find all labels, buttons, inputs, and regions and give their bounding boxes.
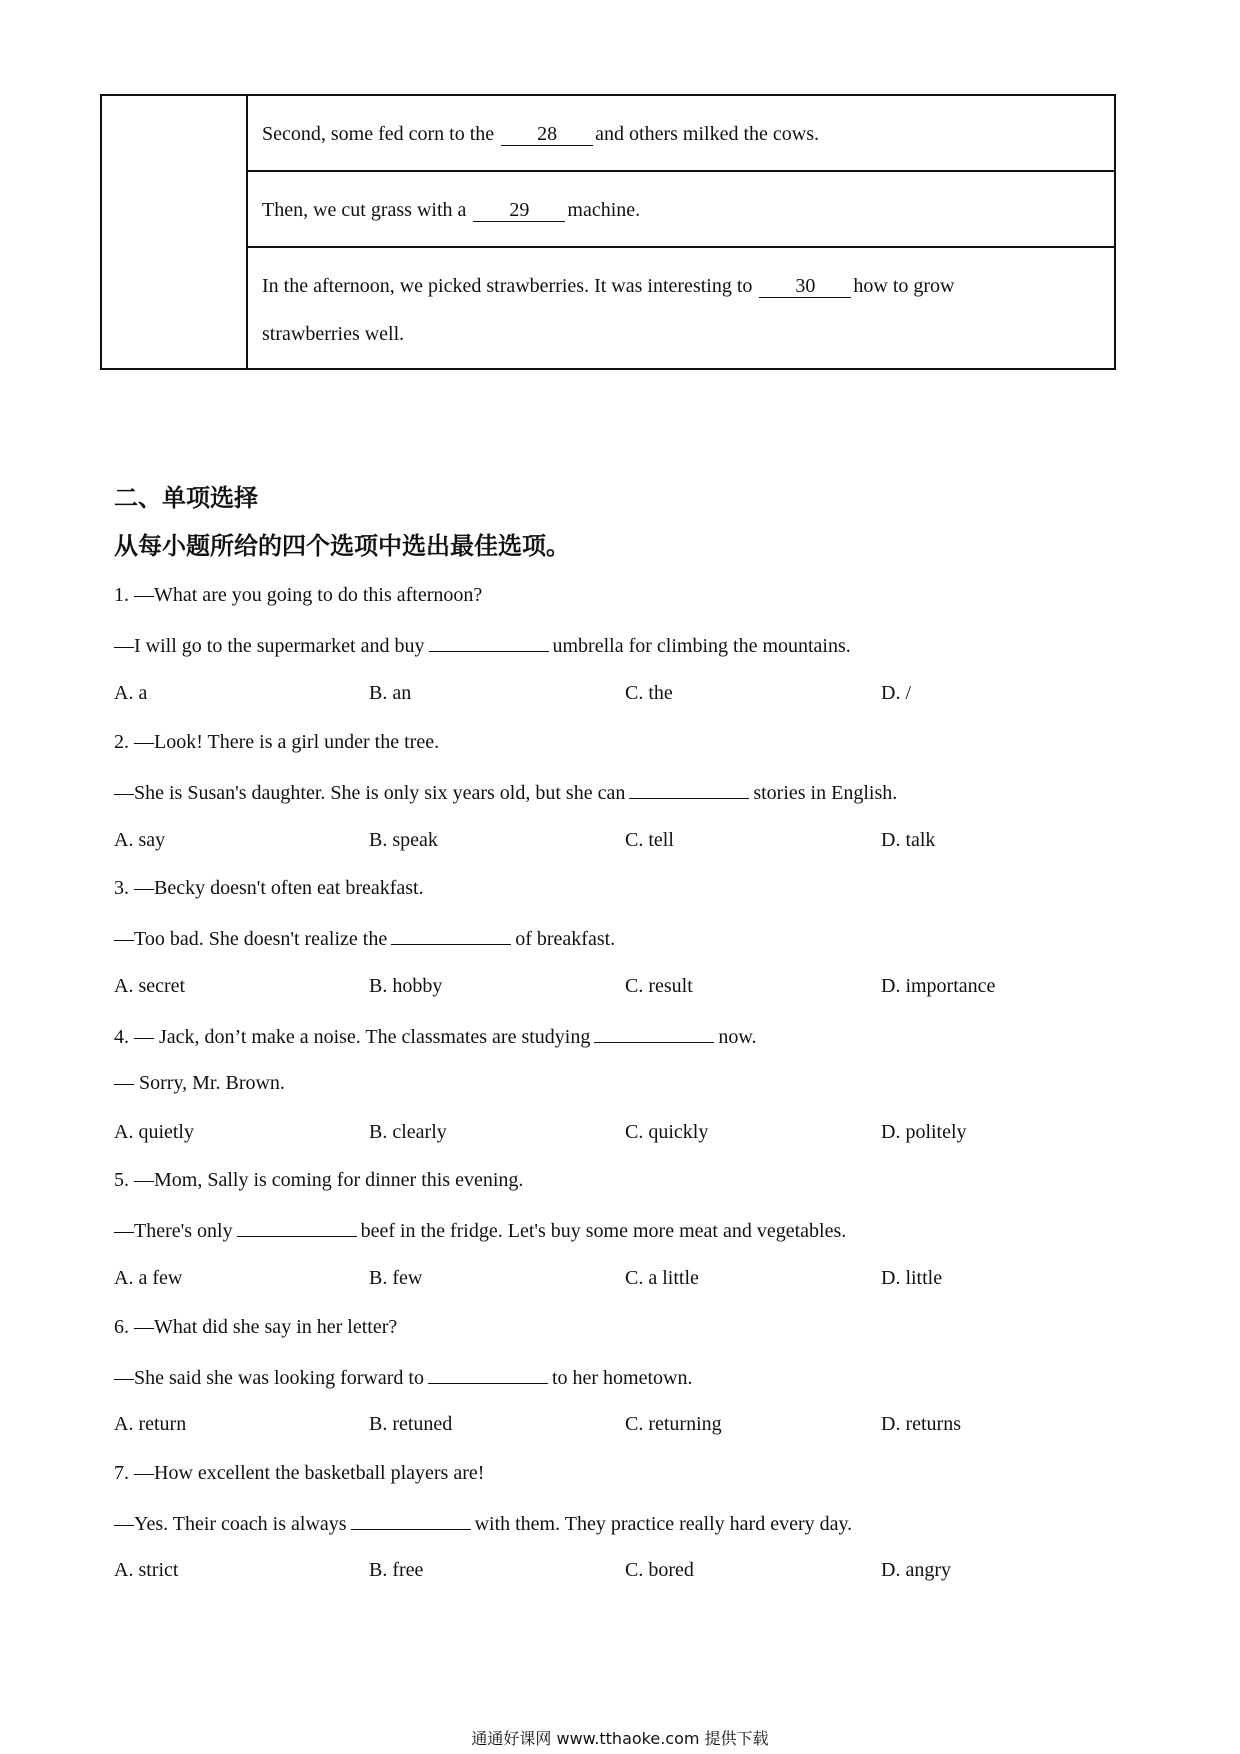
option-a: A. strict [114, 1559, 179, 1581]
answer-blank [629, 780, 749, 799]
answer-blank [594, 1024, 714, 1043]
blank-number: 28 [501, 123, 593, 146]
question-5-prompt: 5. —Mom, Sally is coming for dinner this evening. [114, 1169, 524, 1191]
row-text: strawberries well. [262, 323, 405, 345]
response-text: —There's only [114, 1220, 233, 1242]
table-row [248, 96, 1114, 172]
option-c: C. a little [625, 1267, 699, 1289]
question-7-response [114, 1511, 852, 1536]
row-text: how to grow [853, 275, 955, 297]
section-title: 二、单项选择 [114, 484, 258, 512]
option-c: C. bored [625, 1559, 694, 1581]
section-instructions: 从每小题所给的四个选项中选出最佳选项。 [114, 532, 570, 560]
blank-number: 29 [473, 199, 565, 222]
prompt-text: 4. — Jack, don’t make a noise. The classmates are studying [114, 1026, 591, 1048]
option-c: C. result [625, 975, 693, 997]
response-text: to her hometown. [551, 1367, 693, 1389]
blank-number: 30 [759, 275, 851, 298]
answer-table [100, 94, 1116, 370]
option-b: B. free [369, 1559, 424, 1581]
question-7-prompt: 7. —How excellent the basketball players are! [114, 1462, 485, 1484]
option-c: C. tell [625, 829, 674, 851]
question-1-response [114, 633, 851, 658]
answer-blank [351, 1511, 471, 1530]
option-a: A. quietly [114, 1121, 194, 1143]
question-4-response: — Sorry, Mr. Brown. [114, 1072, 285, 1094]
option-b: B. clearly [369, 1121, 447, 1143]
row-text: Then, we cut grass with a [262, 199, 467, 221]
option-b: B. retuned [369, 1413, 453, 1435]
page-footer: 通通好课网 www.tthaoke.com 提供下载 [471, 1729, 769, 1748]
answer-blank [429, 633, 549, 652]
answer-blank [237, 1218, 357, 1237]
option-d: D. politely [881, 1121, 967, 1143]
option-a: A. a few [114, 1267, 183, 1289]
option-c: C. returning [625, 1413, 722, 1435]
table-row [248, 172, 1114, 248]
response-text: —Too bad. She doesn't realize the [114, 928, 388, 950]
question-3-response [114, 926, 615, 951]
table-left-column [102, 96, 248, 368]
table-row [248, 248, 1114, 370]
option-d: D. returns [881, 1413, 961, 1435]
question-2-prompt: 2. —Look! There is a girl under the tree. [114, 731, 440, 753]
option-b: B. hobby [369, 975, 443, 997]
option-a: A. a [114, 682, 148, 704]
question-2-response [114, 780, 897, 805]
response-text: umbrella for climbing the mountains. [552, 635, 851, 657]
response-text: —She is Susan's daughter. She is only six years old, but she can [114, 782, 626, 804]
response-text: stories in English. [753, 782, 898, 804]
question-3-prompt: 3. —Becky doesn't often eat breakfast. [114, 877, 424, 899]
option-d: D. / [881, 682, 911, 704]
response-text: of breakfast. [515, 928, 616, 950]
option-c: C. the [625, 682, 673, 704]
option-b: B. an [369, 682, 412, 704]
option-d: D. angry [881, 1559, 951, 1581]
question-5-response [114, 1218, 846, 1243]
response-text: —I will go to the supermarket and buy [114, 635, 425, 657]
answer-blank [391, 926, 511, 945]
question-6-response [114, 1365, 692, 1390]
row-text: machine. [567, 199, 641, 221]
row-text: In the afternoon, we picked strawberries. It was interesting to [262, 275, 753, 297]
question-6-prompt: 6. —What did she say in her letter? [114, 1316, 398, 1338]
option-d: D. little [881, 1267, 943, 1289]
row-text: and others milked the cows. [595, 123, 820, 145]
prompt-text: now. [718, 1026, 757, 1048]
row-text: Second, some fed corn to the [262, 123, 495, 145]
response-text: beef in the fridge. Let's buy some more meat and vegetables. [360, 1220, 847, 1242]
question-4-prompt [114, 1024, 757, 1049]
option-b: B. speak [369, 829, 438, 851]
answer-blank [428, 1365, 548, 1384]
response-text: —She said she was looking forward to [114, 1367, 424, 1389]
question-1-prompt: 1. —What are you going to do this afternoon? [114, 584, 483, 606]
option-a: A. secret [114, 975, 186, 997]
response-text: with them. They practice really hard every day. [474, 1513, 853, 1535]
option-b: B. few [369, 1267, 423, 1289]
option-a: A. return [114, 1413, 187, 1435]
response-text: —Yes. Their coach is always [114, 1513, 347, 1535]
option-c: C. quickly [625, 1121, 709, 1143]
option-a: A. say [114, 829, 166, 851]
option-d: D. importance [881, 975, 996, 997]
option-d: D. talk [881, 829, 936, 851]
